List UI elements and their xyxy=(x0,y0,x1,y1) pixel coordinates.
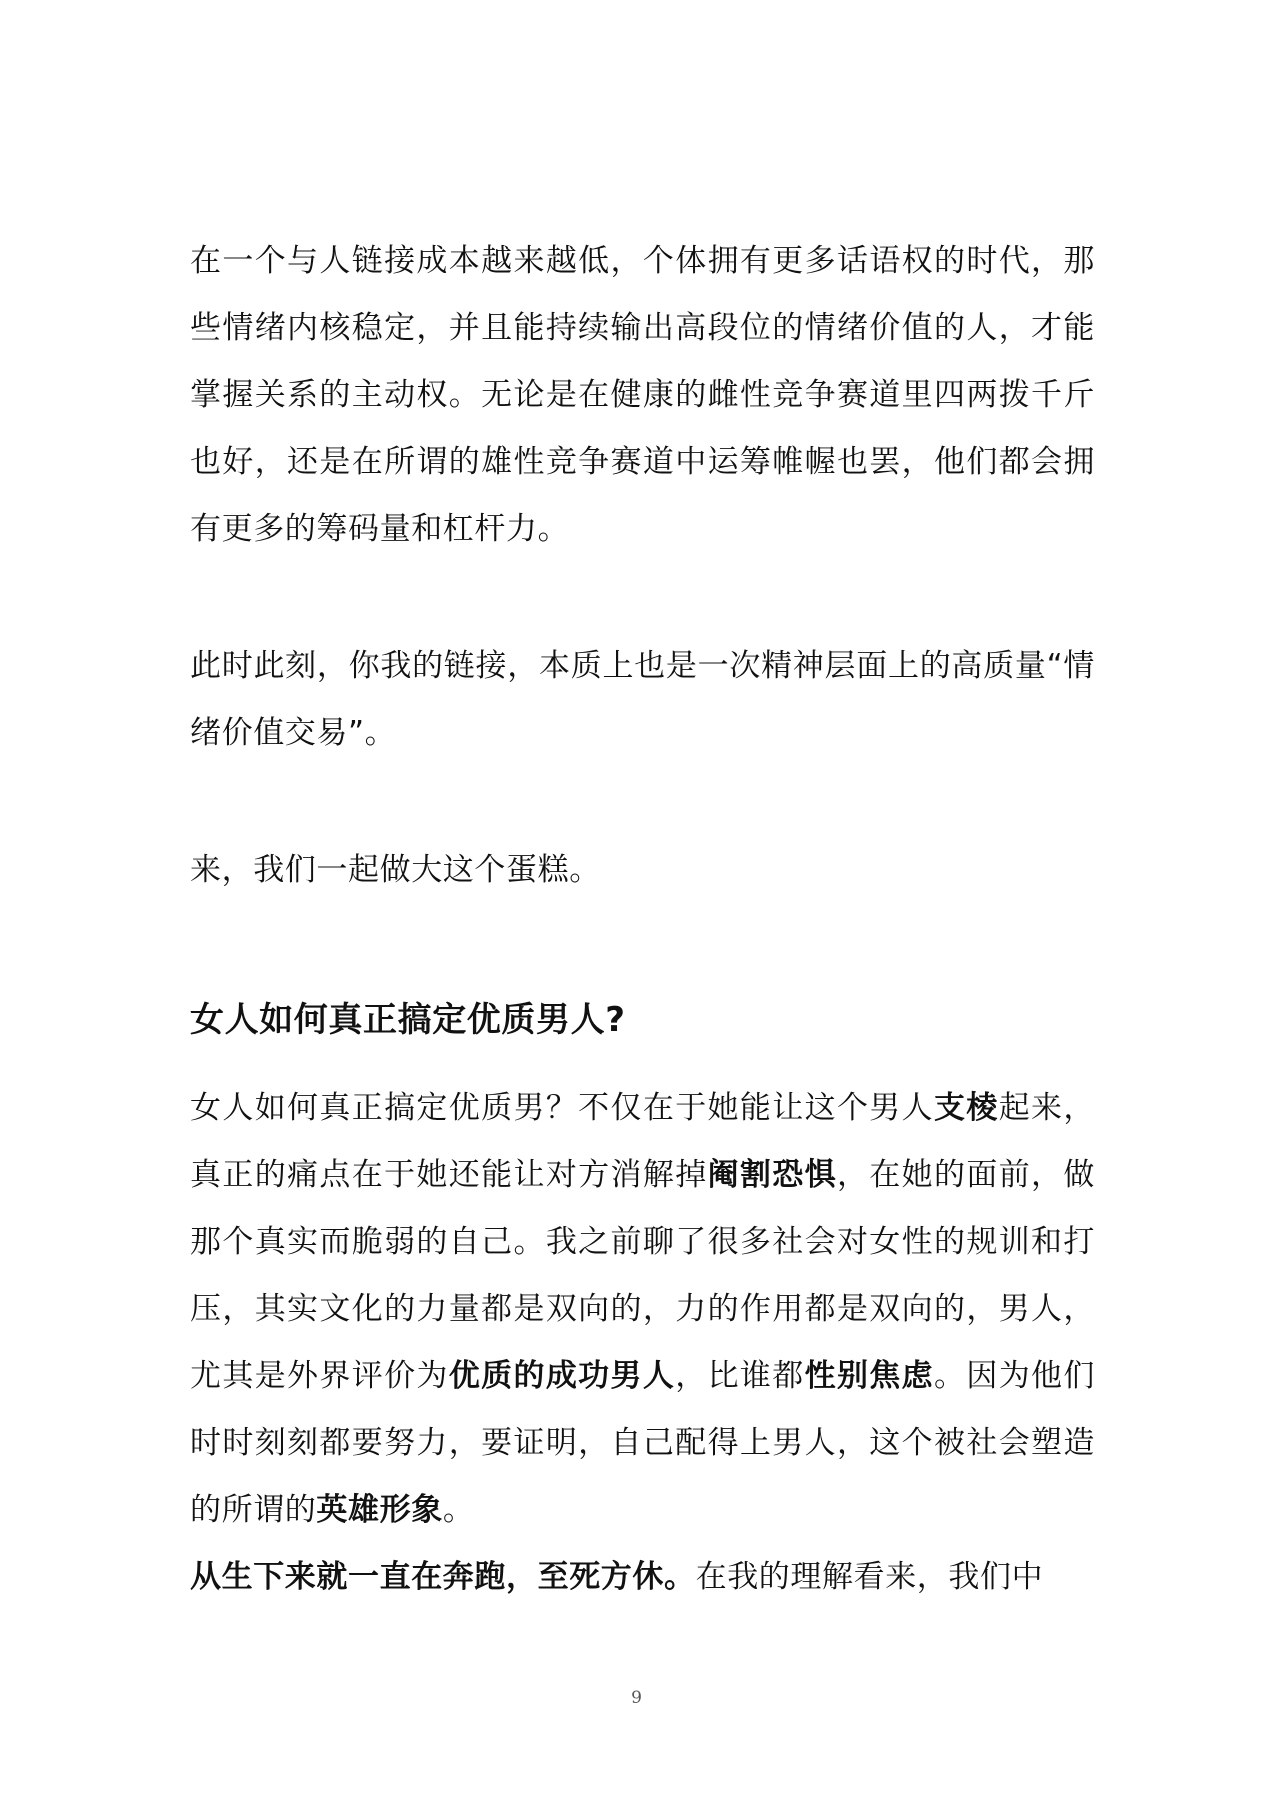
bold-text-run: 性别焦虑 xyxy=(804,1358,934,1394)
bold-text-run: 优质的成功男人 xyxy=(448,1358,676,1394)
section-paragraph xyxy=(190,1544,1095,1611)
text-run: 女人如何真正搞定优质男？不仅在于她能让这个男人 xyxy=(190,1090,934,1126)
page-number: 9 xyxy=(631,1688,642,1708)
paragraph xyxy=(190,633,1095,767)
text-run: ，在她的面前，做那个真实而脆弱的自己。我之前聊了很多社会对女性的规训和打压，其实文化的力量都是双向的，力的作用都是双向的，男人，尤其是外界评价为 xyxy=(190,1157,1095,1394)
section-paragraph xyxy=(190,1075,1095,1544)
text-run: 起来，真正的痛点在于她还能让对方消解掉 xyxy=(190,1090,1095,1193)
section-heading: 女人如何真正搞定优质男人? xyxy=(190,1000,626,1040)
text-run: 在一个与人链接成本越来越低，个体拥有更多话语权的时代，那些情绪内核稳定，并且能持续输出高段位的情绪价值的人，才能掌握关系的主动权。无论是在健康的雌性竞争赛道里四两拨千斤也好，还是在所谓的雄性竞争赛道中运筹帷幄也罢，他们都会拥有更多的筹码量和杠杆力。 xyxy=(190,243,1095,547)
text-run: 来，我们一起做大这个蛋糕。 xyxy=(190,852,601,888)
bold-text-run: 英雄形象 xyxy=(316,1492,443,1528)
text-run: 。因为他们时时刻刻都要努力，要证明，自己配得上男人，这个被社会塑造的所谓的 xyxy=(190,1358,1095,1528)
bold-text-run: 支棱 xyxy=(933,1090,999,1126)
bold-text-run: 从生下来就一直在奔跑，至死方休。 xyxy=(190,1559,696,1595)
text-run: ，比谁都 xyxy=(675,1358,805,1394)
text-run: 在我的理解看来，我们中 xyxy=(695,1559,1044,1595)
bold-text-run: 阉割恐惧 xyxy=(707,1157,837,1193)
text-run: 。 xyxy=(442,1492,475,1528)
paragraph xyxy=(190,228,1095,563)
page-content xyxy=(190,228,1095,1611)
text-run: 此时此刻，你我的链接，本质上也是一次精神层面上的高质量“情绪价值交易”。 xyxy=(190,648,1095,751)
paragraph xyxy=(190,837,1095,904)
